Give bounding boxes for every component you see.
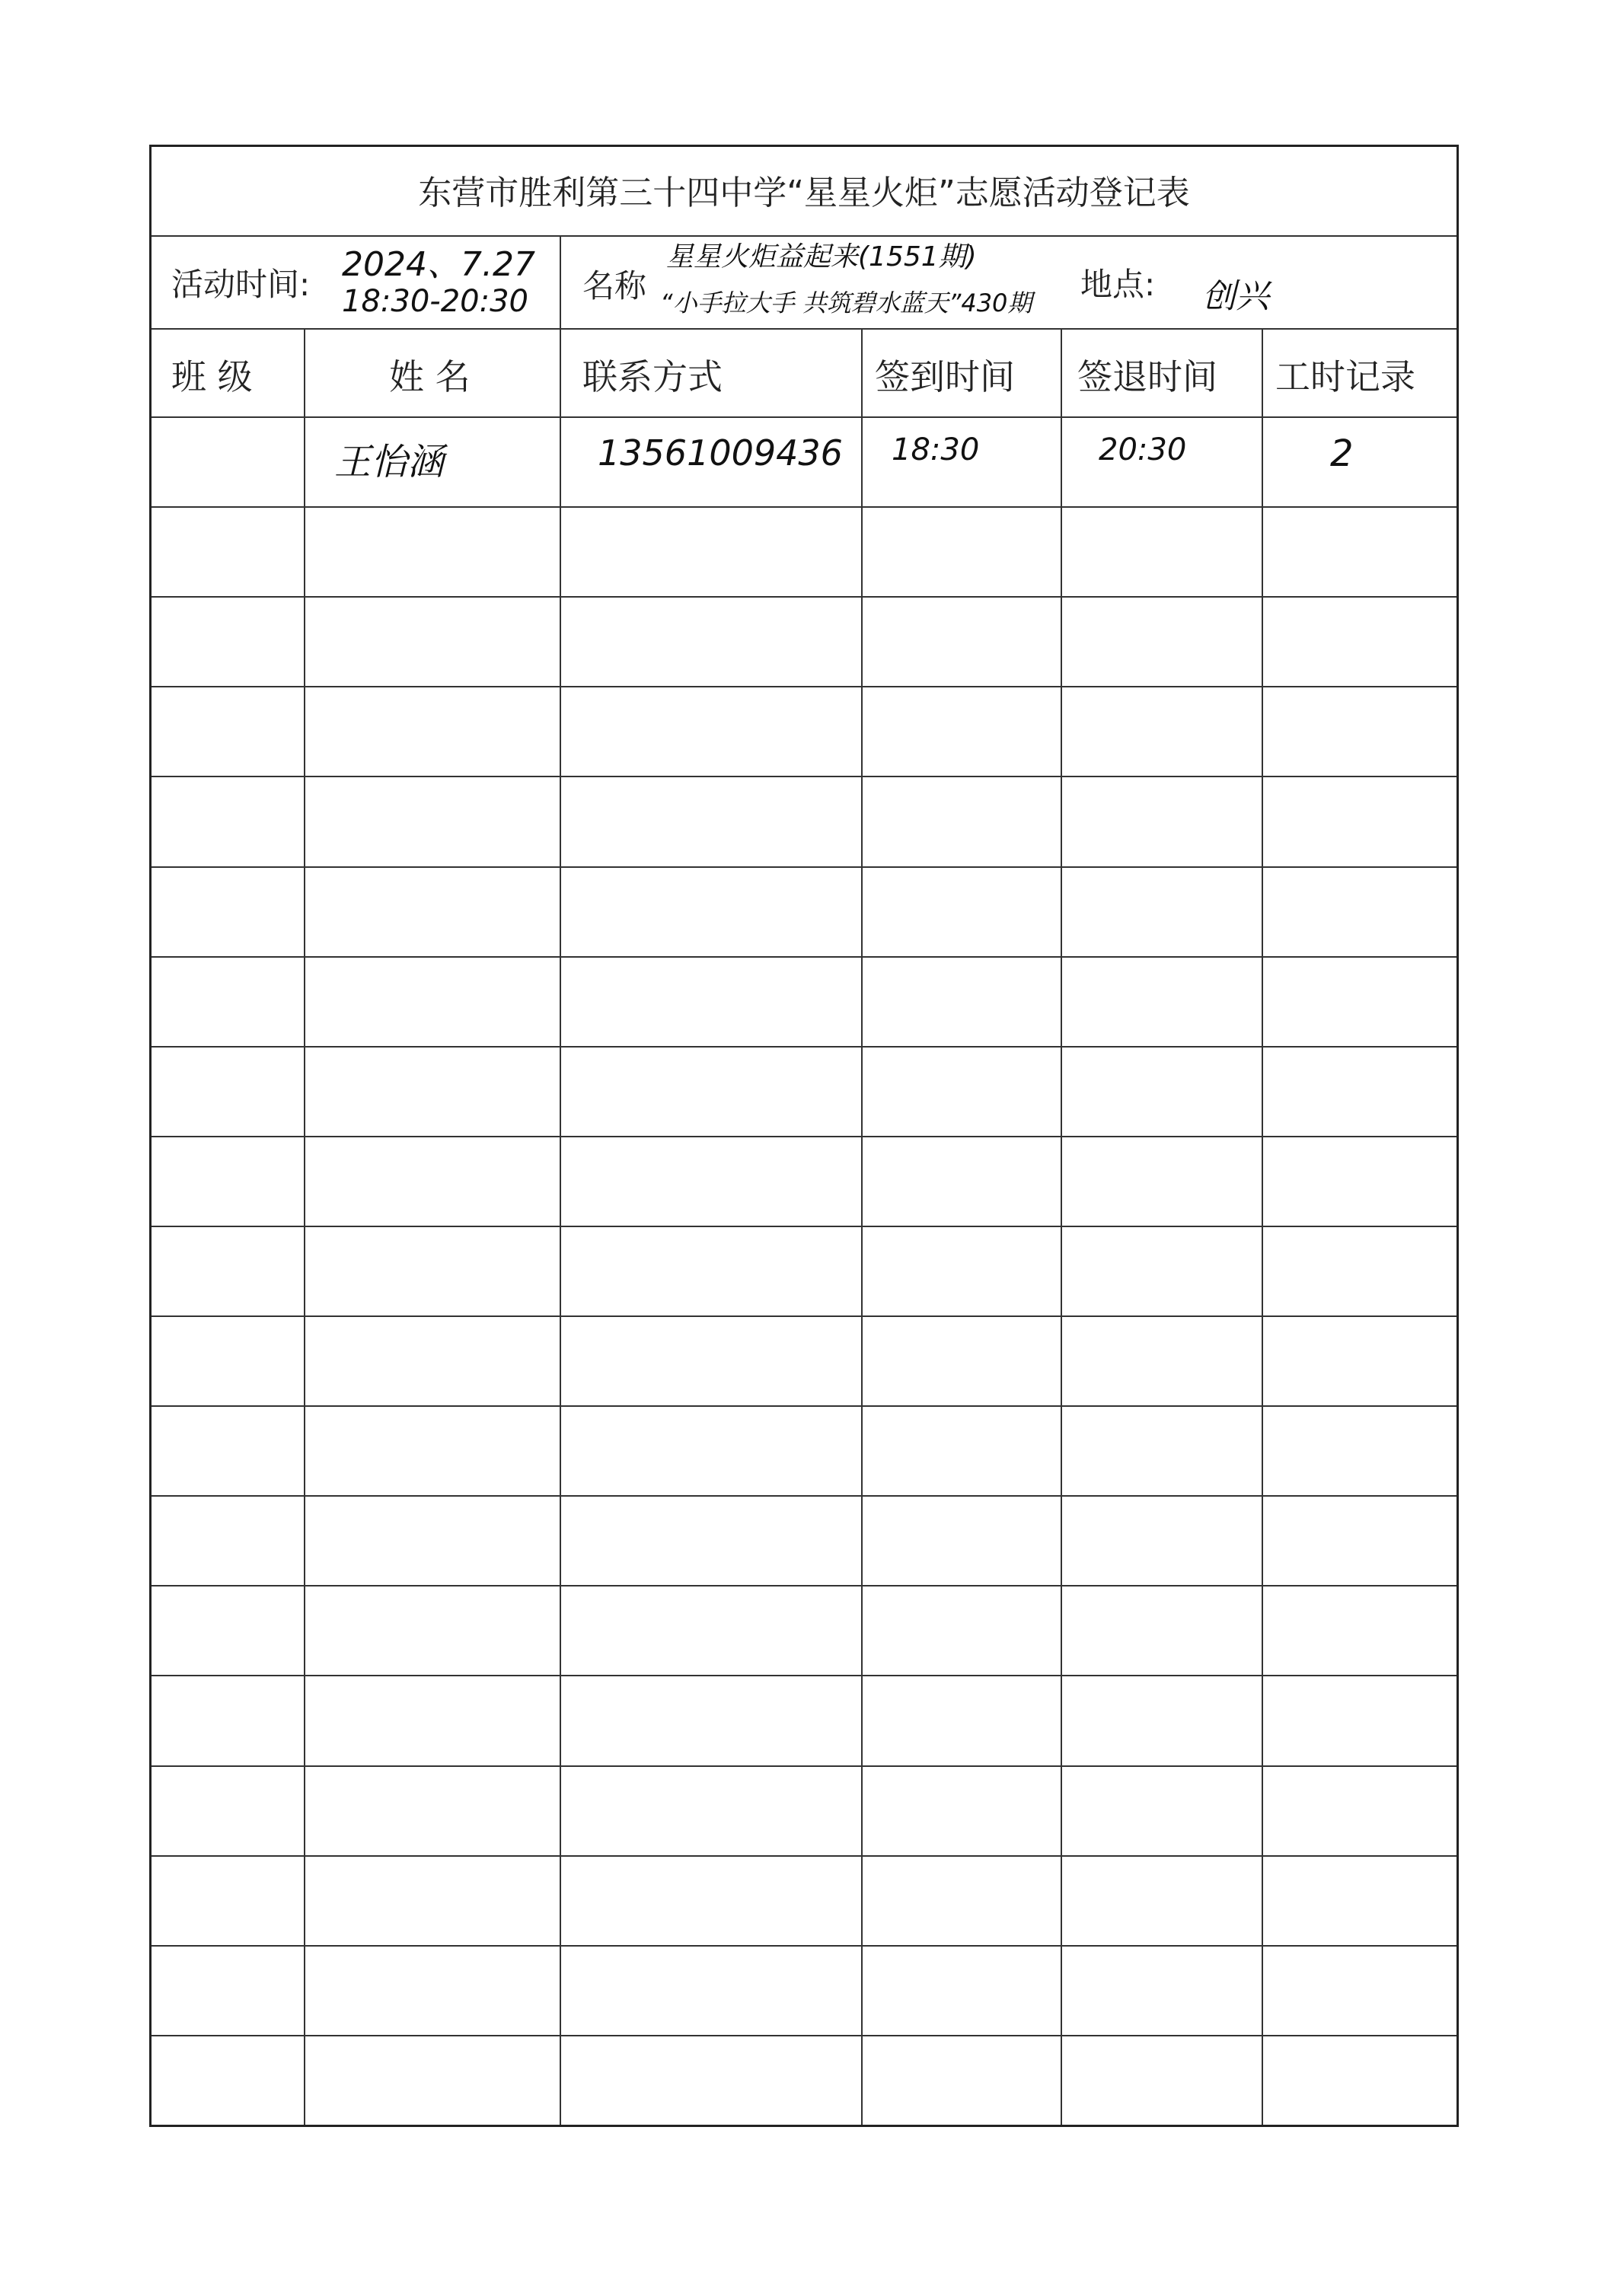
row-divider <box>152 956 1456 958</box>
row-divider <box>152 506 1456 508</box>
row-divider <box>152 1226 1456 1227</box>
row-divider <box>152 1585 1456 1586</box>
row-divider <box>152 1136 1456 1137</box>
col-header-contact: 联系方式 <box>582 356 723 397</box>
header-divider <box>152 416 1456 418</box>
registration-form <box>149 145 1459 2127</box>
cell-name[interactable]: 王怡涵 <box>334 441 445 484</box>
cell-checkin[interactable]: 18:30 <box>892 432 980 468</box>
row-divider <box>152 686 1456 687</box>
activity-time-range: 18:30-20:30 <box>342 284 528 319</box>
location-value: 创兴 <box>1202 277 1269 316</box>
row-divider <box>152 1855 1456 1857</box>
row-divider <box>152 1405 1456 1407</box>
row-divider <box>152 1765 1456 1767</box>
row-divider <box>152 596 1456 598</box>
col-header-hours: 工时记录 <box>1275 356 1415 397</box>
location-label: 地点: <box>1080 266 1156 303</box>
row-divider <box>152 1675 1456 1676</box>
col-header-checkin: 签到时间 <box>875 356 1015 397</box>
row-divider <box>152 776 1456 777</box>
activity-name-line2: “小手拉大手 共筑碧水蓝天”430期 <box>660 289 1032 317</box>
activity-name-line1: 星星火炬益起来(1551期) <box>666 241 977 273</box>
info-divider-1 <box>560 235 561 328</box>
col-header-name: 姓 名 <box>389 356 471 397</box>
activity-time-date: 2024、7.27 <box>342 245 535 284</box>
row-divider <box>152 2035 1456 2036</box>
col-header-checkout: 签退时间 <box>1077 356 1217 397</box>
row-divider <box>152 866 1456 868</box>
form-title: 东营市胜利第三十四中学“星星火炬”志愿活动登记表 <box>418 174 1190 212</box>
info-divider <box>152 328 1456 330</box>
cell-contact[interactable]: 13561009436 <box>598 432 843 474</box>
row-divider <box>152 1315 1456 1317</box>
cell-hours[interactable]: 2 <box>1330 432 1354 476</box>
name-label: 名称 <box>582 267 647 305</box>
row-divider <box>152 1945 1456 1947</box>
col-header-class: 班 级 <box>171 356 253 397</box>
row-divider <box>152 1046 1456 1048</box>
cell-checkout[interactable]: 20:30 <box>1099 432 1187 468</box>
row-divider <box>152 1495 1456 1497</box>
activity-time-label: 活动时间: <box>171 266 311 303</box>
